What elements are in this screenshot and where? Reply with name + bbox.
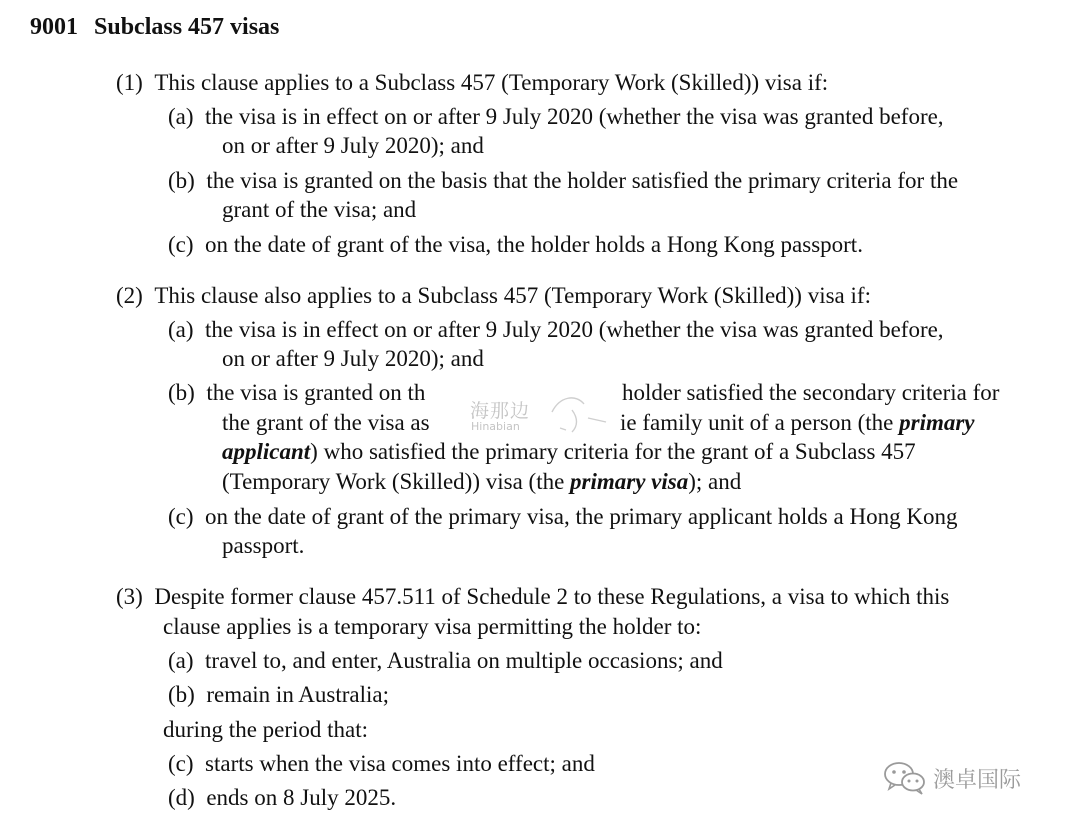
clause-1-intro-line <box>116 68 828 98</box>
clause-2b-line-3 <box>222 437 916 467</box>
clause-3-during-line: during the period that: <box>163 717 369 742</box>
wechat-account-name: 澳卓国际 <box>933 767 1022 793</box>
clause-2-intro-line <box>116 281 871 311</box>
clause-2a-text: the visa is in effect on or after 9 July 2020 (whether the visa was granted before, <box>205 317 944 342</box>
clause-1a-line-2: on or after 9 July 2020); and <box>222 133 484 158</box>
clause-3-intro-line-2: clause applies is a temporary visa permitting the holder to: <box>163 614 702 639</box>
section-heading <box>30 14 279 41</box>
clause-3-intro-line-1 <box>116 582 949 612</box>
clause-1c-marker: (c) <box>168 232 194 257</box>
clause-3a-line <box>168 646 723 676</box>
clause-1b-marker: (b) <box>168 168 195 193</box>
clause-1-marker: (1) <box>116 70 143 95</box>
clause-3d-marker: (d) <box>168 785 195 810</box>
clause-3-marker: (3) <box>116 584 143 609</box>
watermark-text-en: Hinabian <box>471 420 520 433</box>
clause-2b-line-4 <box>222 467 741 497</box>
clause-1b-text: the visa is granted on the basis that the holder satisfied the primary criteria for the <box>206 168 959 193</box>
clause-2a-line-1 <box>168 315 944 345</box>
clause-2c-line-1 <box>168 502 957 532</box>
section-number: 9001 <box>30 14 78 40</box>
clause-3d-text: ends on 8 July 2025. <box>206 785 397 810</box>
wechat-icon <box>883 760 927 796</box>
term-primary: primary <box>899 410 975 435</box>
watermark-text-cn: 海那边 <box>470 400 531 422</box>
clause-2c-text: on the date of grant of the primary visa, the primary applicant holds a Hong Kong <box>205 504 958 529</box>
clause-1-intro: This clause applies to a Subclass 457 (Temporary Work (Skilled)) visa if: <box>154 70 829 95</box>
clause-3c-line <box>168 749 595 779</box>
clause-2-intro: This clause also applies to a Subclass 457 (Temporary Work (Skilled)) visa if: <box>154 283 871 308</box>
clause-2-marker: (2) <box>116 283 143 308</box>
watermark-logo-icon <box>542 388 612 436</box>
clause-2b-line-2-right <box>620 408 975 438</box>
clause-3-intro: Despite former clause 457.511 of Schedule 2 to these Regulations, a visa to which this <box>154 584 950 609</box>
clause-3d-line <box>168 783 396 813</box>
clause-2b-line-4-start: (Temporary Work (Skilled)) visa (the <box>222 469 565 494</box>
clause-3c-marker: (c) <box>168 751 194 776</box>
clause-1c-line-1 <box>168 230 863 260</box>
wechat-account-watermark <box>883 760 1021 796</box>
clause-2b-line-2-left: the grant of the visa as <box>222 410 430 435</box>
clause-3c-text: starts when the visa comes into effect; and <box>205 751 595 776</box>
clause-1a-text: the visa is in effect on or after 9 July 2020 (whether the visa was granted before, <box>205 104 944 129</box>
clause-1c-text: on the date of grant of the visa, the holder holds a Hong Kong passport. <box>205 232 863 257</box>
clause-2b-line-1-right: holder satisfied the secondary criteria for <box>622 380 1000 405</box>
clause-2b-line-1-left <box>168 378 425 408</box>
term-applicant: applicant <box>222 439 311 464</box>
clause-3b-marker: (b) <box>168 682 195 707</box>
clause-3a-marker: (a) <box>168 648 194 673</box>
clause-1b-line-2: grant of the visa; and <box>222 197 417 222</box>
clause-3b-line <box>168 680 389 710</box>
term-primary-visa: primary visa <box>570 469 689 494</box>
clause-2c-marker: (c) <box>168 504 194 529</box>
clause-2b-marker: (b) <box>168 380 195 405</box>
clause-2c-line-2: passport. <box>222 533 305 558</box>
clause-2b-line-3-text: ) who satisfied the primary criteria for the grant of a Subclass 457 <box>310 439 916 464</box>
clause-2a-marker: (a) <box>168 317 194 342</box>
clause-2b-text-left: the visa is granted on th <box>206 380 426 405</box>
clause-1a-marker: (a) <box>168 104 194 129</box>
clause-2b-text-right: ie family unit of a person (the <box>620 410 894 435</box>
clause-2b-line-4-end: ); and <box>688 469 742 494</box>
clause-1a-line-1 <box>168 102 944 132</box>
clause-1b-line-1 <box>168 166 958 196</box>
section-title: Subclass 457 visas <box>94 14 280 40</box>
clause-3a-text: travel to, and enter, Australia on multiple occasions; and <box>205 648 723 673</box>
clause-2a-line-2: on or after 9 July 2020); and <box>222 346 484 371</box>
clause-3b-text: remain in Australia; <box>206 682 390 707</box>
